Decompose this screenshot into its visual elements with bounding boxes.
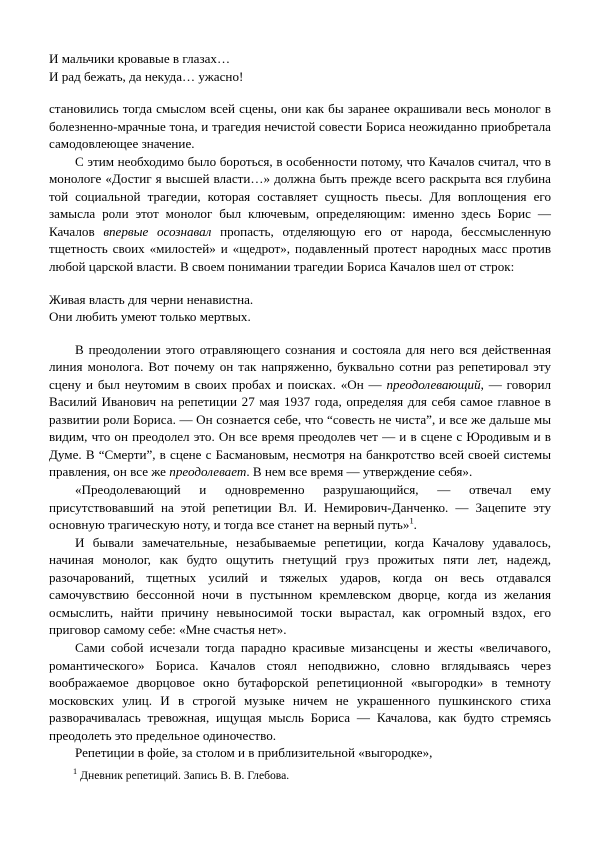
- footnote-text-1: Дневник репетиций. Запись В. В. Глебова.: [80, 769, 290, 782]
- paragraph-3-part-3: . В нем все время — утверждение себя».: [246, 464, 473, 480]
- paragraph-3-part-1: В преодолении этого отравляющего сознания и состояла для него вся действенная линия монолога. Вот почему он так напряженно, буквально сотни раз репетировал эту сцену и был неутомим в своих пробах и поисках. «Он —: [49, 341, 551, 392]
- verse-line-1: Живая власть для черни ненавистна.: [49, 291, 254, 307]
- paragraph-2-part-2: пропасть, отделяющую его от народа, бессмысленную тщетность своих «милостей» и «щедрот», подавленный протест народных масс против любой царской власти. В своем понимании трагедии Бориса Качалов шел от строк:: [49, 223, 552, 275]
- paragraph-1: становились тогда смыслом всей сцены, они как бы заранее окрашивали весь монолог в болезненно-мрачные тона, и трагедия нечистой совести Бориса неожиданно приобретала самодовлеющее значение.: [49, 101, 551, 152]
- paragraph-3-italic-2: преодолевает: [169, 464, 247, 480]
- epigraph-block: [49, 50, 551, 85]
- footnote-1: [49, 768, 551, 783]
- paragraph-4-tail: .: [413, 517, 417, 533]
- paragraph-3: [49, 341, 551, 481]
- paragraph-3-italic-1: преодолевающий: [386, 376, 481, 392]
- verse-quotation-block: [49, 291, 551, 326]
- paragraph-2-italic-1: впервые осознавал: [103, 223, 212, 239]
- footnote-area: [49, 768, 551, 783]
- paragraph-2: [49, 153, 551, 276]
- paragraph-4-text: «Преодолевающий и одновременно разрушающийся, — отвечал ему присутствовавший на этой репетиции Вл. И. Немирович-Данченко. — Зацепите эту основную трагическую ноту, и тогда все станет на верный путь»: [49, 482, 551, 533]
- text-column: [49, 50, 551, 762]
- footnote-reference-1[interactable]: 1: [409, 516, 414, 526]
- paragraph-6: Сами собой исчезали тогда парадно красивые мизансцены и жесты «величавого, романтического» Бориса. Качалов стоял неподвижно, словно вглядываясь через воображаемое дворцовое окно бутафорской репетиционной «выгородки» в темноту московских улиц. И в строгой музыке ничем не украшенного пушкинского стиха разворачивалась тревожная, ищущая мысль Бориса — Качалова, как будто стремясь преодолеть это предельное одиночество.: [49, 639, 551, 743]
- epigraph-line-2: И рад бежать, да некуда… ужасно!: [49, 68, 244, 84]
- paragraph-2-part-1: С этим необходимо было бороться, в особенности потому, что Качалов считал, что в монологе «Достиг я высшей власти…» должна быть прежде всего раскрыта вся глубина той социальной трагедии, которая составляет сущность пьесы. Для воплощения его замысла роли этот монолог был ключевым, определяющим: именно здесь Борис — Качалов: [49, 153, 551, 239]
- epigraph-line-1: И мальчики кровавые в глазах…: [49, 51, 231, 66]
- footnote-number-1: 1: [73, 767, 78, 777]
- verse-line-2: Они любить умеют только мертвых.: [49, 309, 251, 325]
- paragraph-3-part-2: , — говорил Василий Иванович на репетиции 27 мая 1937 года, определяя для себя самое главное в развитии роли Бориса. — Он сознается себе, что “совесть не чиста”, и все же дальше мы видим, что он преодолел это. Он все время преодолев чет — и в сцене с Юродивым и в Думе. В “Смерти”, в сцене с Басмановым, несмотря на банкротство всей своей системы правления, он все же: [49, 376, 552, 480]
- paragraph-4: [49, 481, 551, 534]
- paragraph-7: Репетиции в фойе, за столом и в приблизительной «выгородке»,: [75, 745, 433, 761]
- paragraph-5: И бывали замечательные, незабываемые репетиции, когда Качалову удавалось, начиная монолог, как будто ощутить гнетущий груз прожитых пяти лет, надежд, разочарований, тщетных усилий и тяжелых ударов, когда он весь отдавался самочувствию бессонной ночи в пустынном кремлевском дворце, когда из желания осмыслить, найти причину невыносимой тоски вырастал, как огромный вздох, его приговор самому себе: «Мне счастья нет».: [49, 534, 551, 638]
